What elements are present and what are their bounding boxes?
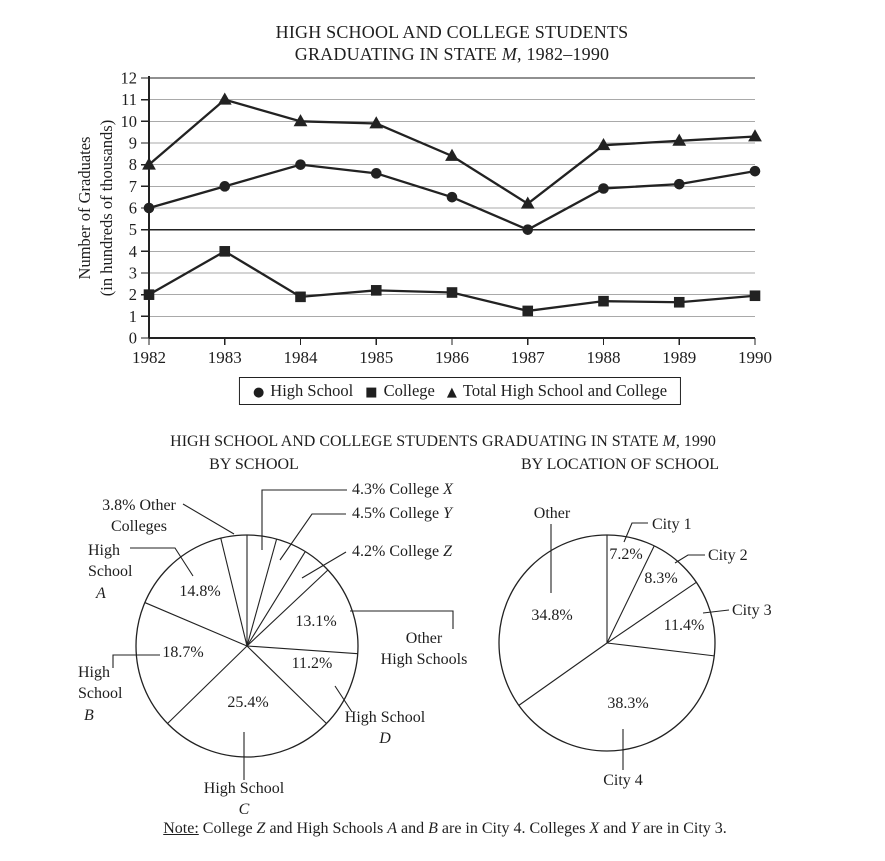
pie-title-by-location: BY LOCATION OF SCHOOL xyxy=(520,456,720,473)
series-line-square xyxy=(149,251,755,311)
pie-chart-by-school xyxy=(78,481,467,818)
legend-marker-triangle-icon: ▲ xyxy=(446,385,457,400)
slice-boundary xyxy=(607,643,714,656)
y-tick-label: 9 xyxy=(128,133,137,153)
x-tick-label: 1982 xyxy=(132,348,166,367)
x-tick-label: 1987 xyxy=(510,348,545,367)
leader-line xyxy=(183,504,234,534)
pie-label: City 1 xyxy=(652,516,692,533)
pie-label: High Schools xyxy=(380,651,468,668)
marker-triangle xyxy=(218,92,232,104)
pie-label: Colleges xyxy=(111,518,167,535)
y-tick-label: 7 xyxy=(128,176,137,196)
y-tick-label: 12 xyxy=(120,68,137,88)
pie-label: 4.3% College X xyxy=(352,481,453,498)
y-axis-title-line1: Number of Graduates xyxy=(75,136,94,280)
marker-square xyxy=(750,290,761,301)
leader-line xyxy=(703,610,729,613)
pie-label: City 3 xyxy=(732,602,772,619)
x-tick-label: 1990 xyxy=(738,348,772,367)
x-tick-label: 1988 xyxy=(586,348,621,367)
y-tick-label: 1 xyxy=(128,306,137,326)
y-tick-label: 0 xyxy=(128,328,137,348)
pie-percent-label: 7.2% xyxy=(609,546,643,563)
marker-square xyxy=(295,292,306,303)
pie-title-by-school: BY SCHOOL xyxy=(209,456,299,473)
marker-square xyxy=(219,246,230,257)
y-tick-label: 8 xyxy=(128,155,137,175)
x-tick-label: 1986 xyxy=(435,348,469,367)
legend-label: Total High School and College xyxy=(462,381,668,400)
leader-line xyxy=(675,555,705,563)
y-axis-title-line2: (in hundreds of thousands) xyxy=(97,119,116,297)
x-tick-label: 1983 xyxy=(207,348,242,367)
pie-percent-label: 34.8% xyxy=(531,607,573,624)
marker-circle xyxy=(750,166,761,177)
y-tick-label: 10 xyxy=(120,111,137,131)
legend-marker-circle-icon: ● xyxy=(252,385,265,400)
slice-boundary xyxy=(519,643,607,705)
pie-percent-label: 8.3% xyxy=(644,570,678,587)
slice-boundary xyxy=(145,603,247,646)
legend-marker-square-icon: ■ xyxy=(365,385,378,400)
marker-square xyxy=(674,297,685,308)
marker-square xyxy=(598,296,609,307)
pie-label: City 2 xyxy=(708,547,748,564)
pie-percent-label: 13.1% xyxy=(295,613,337,630)
marker-circle xyxy=(371,168,382,179)
marker-circle xyxy=(295,159,306,170)
legend-label: College xyxy=(383,381,435,400)
y-tick-label: 3 xyxy=(128,263,137,283)
pie-label: High xyxy=(88,542,120,559)
pie-percent-label: 11.2% xyxy=(291,655,333,672)
line-chart-title-line2: GRADUATING IN STATE M, 1982–1990 xyxy=(294,44,610,64)
pie-label: City 4 xyxy=(603,772,643,789)
marker-square xyxy=(144,289,155,300)
pie-percent-label: 38.3% xyxy=(607,695,649,712)
pie-section-subtitle: HIGH SCHOOL AND COLLEGE STUDENTS GRADUATING IN STATE M, 1990 xyxy=(170,433,716,450)
pie-label: High School xyxy=(203,780,285,797)
slice-boundary xyxy=(247,539,277,646)
y-tick-label: 6 xyxy=(128,198,137,218)
y-tick-label: 4 xyxy=(128,241,137,261)
pie-label: B xyxy=(84,707,94,724)
legend-item xyxy=(253,381,353,401)
slice-boundary xyxy=(221,538,247,646)
leader-line xyxy=(130,548,193,576)
legend-label: High School xyxy=(270,381,354,400)
line-chart-title-line1: HIGH SCHOOL AND COLLEGE STUDENTS xyxy=(275,22,629,42)
marker-square xyxy=(447,287,458,298)
x-tick-label: 1984 xyxy=(283,348,318,367)
x-tick-label: 1989 xyxy=(662,348,697,367)
pie-label: 4.2% College Z xyxy=(352,543,452,560)
pie-label: High School xyxy=(344,709,426,726)
pie-percent-label: 25.4% xyxy=(227,694,269,711)
pie-percent-label: 11.4% xyxy=(663,617,705,634)
pie-label: 4.5% College Y xyxy=(352,505,452,522)
legend xyxy=(239,377,681,405)
pie-label: School xyxy=(88,563,133,580)
leader-line xyxy=(262,490,347,550)
pie-percent-label: 18.7% xyxy=(162,644,204,661)
leader-line xyxy=(280,514,346,560)
y-tick-label: 2 xyxy=(128,285,137,305)
pie-label: Other xyxy=(533,505,571,522)
marker-circle xyxy=(219,181,230,192)
y-tick-label: 11 xyxy=(121,90,137,110)
footnote: Note: College Z and High Schools A and B are in City 4. Colleges X and Y are in City 3. xyxy=(163,820,727,837)
marker-circle xyxy=(447,192,458,203)
pie-label: A xyxy=(96,585,106,602)
pie-percent-label: 14.8% xyxy=(179,583,221,600)
marker-square xyxy=(522,306,533,317)
leader-line xyxy=(350,611,453,629)
legend-item xyxy=(365,381,435,401)
marker-circle xyxy=(598,183,609,194)
x-tick-label: 1985 xyxy=(359,348,394,367)
pie-label: 3.8% Other xyxy=(102,497,176,514)
pie-label: C xyxy=(238,801,250,818)
y-tick-label: 5 xyxy=(128,220,137,240)
pie-label: School xyxy=(78,685,123,702)
marker-circle xyxy=(522,224,533,235)
marker-circle xyxy=(144,203,155,214)
pie-label: Other xyxy=(405,630,443,647)
legend-item xyxy=(447,381,667,401)
line-chart xyxy=(75,69,772,368)
slice-boundary xyxy=(247,646,358,654)
gridlines xyxy=(141,76,755,345)
marker-square xyxy=(371,285,382,296)
marker-circle xyxy=(674,179,685,190)
marker-triangle xyxy=(521,196,535,208)
pie-label: D xyxy=(379,730,391,747)
pie-chart-by-location xyxy=(499,505,772,789)
pie-label: High xyxy=(78,664,110,681)
marker-triangle xyxy=(748,129,762,141)
